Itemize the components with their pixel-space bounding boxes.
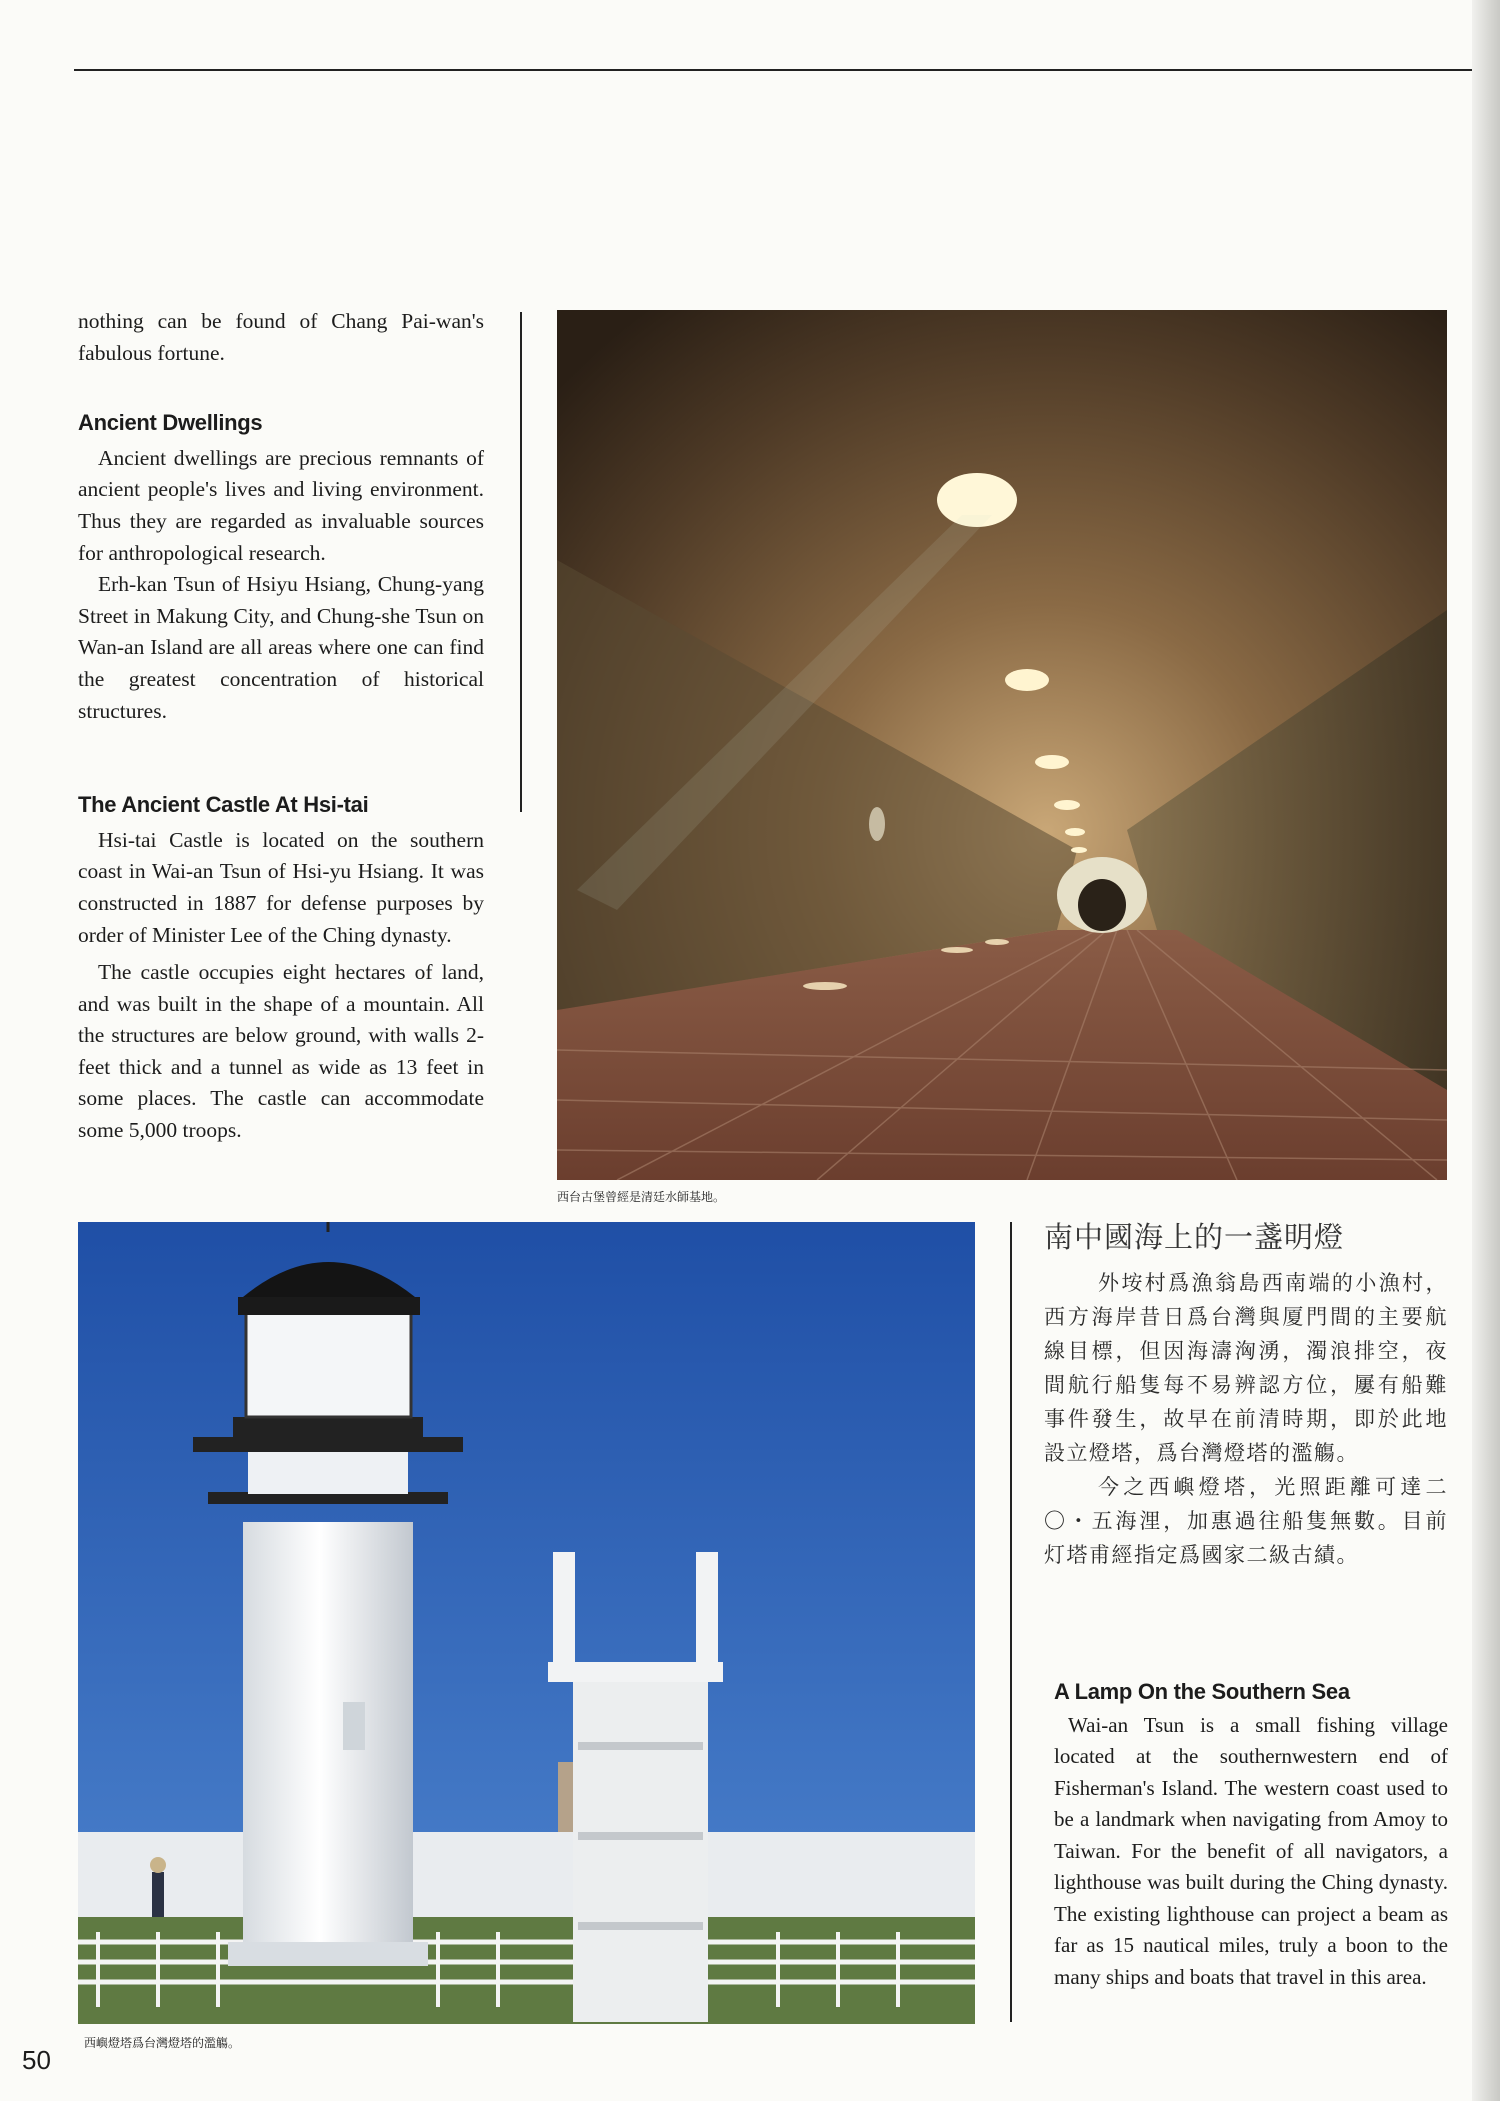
left-column bbox=[78, 306, 484, 1147]
tunnel-illustration bbox=[557, 310, 1447, 1180]
lighthouse-caption: 西嶼燈塔爲台灣燈塔的濫觴。 bbox=[84, 2036, 241, 2050]
chinese-heading: 南中國海上的一盞明燈 bbox=[1044, 1220, 1345, 1254]
heading-lamp-southern-sea: A Lamp On the Southern Sea bbox=[1054, 1679, 1350, 1704]
tunnel-caption: 西台古堡曾經是清廷水師基地。 bbox=[557, 1190, 726, 1204]
chinese-paragraph-2: 今之西嶼燈塔，光照距離可達二〇・五海浬，加惠過往船隻無數。目前灯塔甫經指定爲國家二級古績。 bbox=[1044, 1475, 1448, 1567]
lighthouse-photo bbox=[78, 1222, 975, 2024]
castle-paragraph-2: The castle occupies eight hectares of land, and was built in the shape of a mountain. All the structures are below ground, with walls 2-feet thick and a tunnel as wide as 13 feet in some places. The castle can accommodate some 5,000 troops. bbox=[78, 960, 484, 1143]
left-column-rule bbox=[520, 312, 522, 812]
chinese-section bbox=[1044, 1215, 1448, 1572]
top-rule bbox=[74, 69, 1474, 71]
dwellings-paragraph-1: Ancient dwellings are precious remnants of ancient people's lives and living environment. Thus they are regarded as invaluable sources for anthropological research. bbox=[78, 445, 484, 565]
heading-ancient-dwellings: Ancient Dwellings bbox=[78, 410, 263, 436]
heading-ancient-castle: The Ancient Castle At Hsi-tai bbox=[78, 792, 369, 818]
dwellings-paragraph-2: Erh-kan Tsun of Hsiyu Hsiang, Chung-yang Street in Makung City, and Chung-she Tsun on Wan-an Island are all areas where one can find the greatest concentration of historical structures. bbox=[78, 572, 484, 723]
lamp-paragraph: Wai-an Tsun is a small fishing village located at the southernwestern end of Fisherman's Island. The western coast used to be a landmark when navigating from Amoy to Taiwan. For the benefit of all navigators, a lighthouse was built during the Ching dynasty. The existing lighthouse can project a beam as far as 15 nautical miles, truly a boon to the many ships and boats that travel in this area. bbox=[1054, 1712, 1448, 1989]
chinese-paragraph-1: 外垵村爲漁翁島西南端的小漁村，西方海岸昔日爲台灣與厦門間的主要航線目標，但因海濤洶湧，濁浪排空，夜間航行船隻每不易辨認方位，屢有船難事件發生，故早在前清時期，即於此地設立燈塔，爲台灣燈塔的濫觴。 bbox=[1044, 1271, 1448, 1465]
page-number: 50 bbox=[22, 2045, 51, 2075]
page-spine-shadow bbox=[1472, 0, 1500, 2101]
continuation-text: nothing can be found of Chang Pai-wan's fabulous fortune. bbox=[78, 309, 484, 365]
lamp-section bbox=[1054, 1676, 1448, 1993]
right-column-rule bbox=[1010, 1222, 1012, 2022]
castle-paragraph-1: Hsi-tai Castle is located on the southern coast in Wai-an Tsun of Hsi-yu Hsiang. It was constructed in 1887 for defense purposes by order of Minister Lee of the Ching dynasty. bbox=[78, 827, 484, 947]
lighthouse-illustration bbox=[78, 1222, 975, 2024]
tunnel-photo bbox=[557, 310, 1447, 1180]
